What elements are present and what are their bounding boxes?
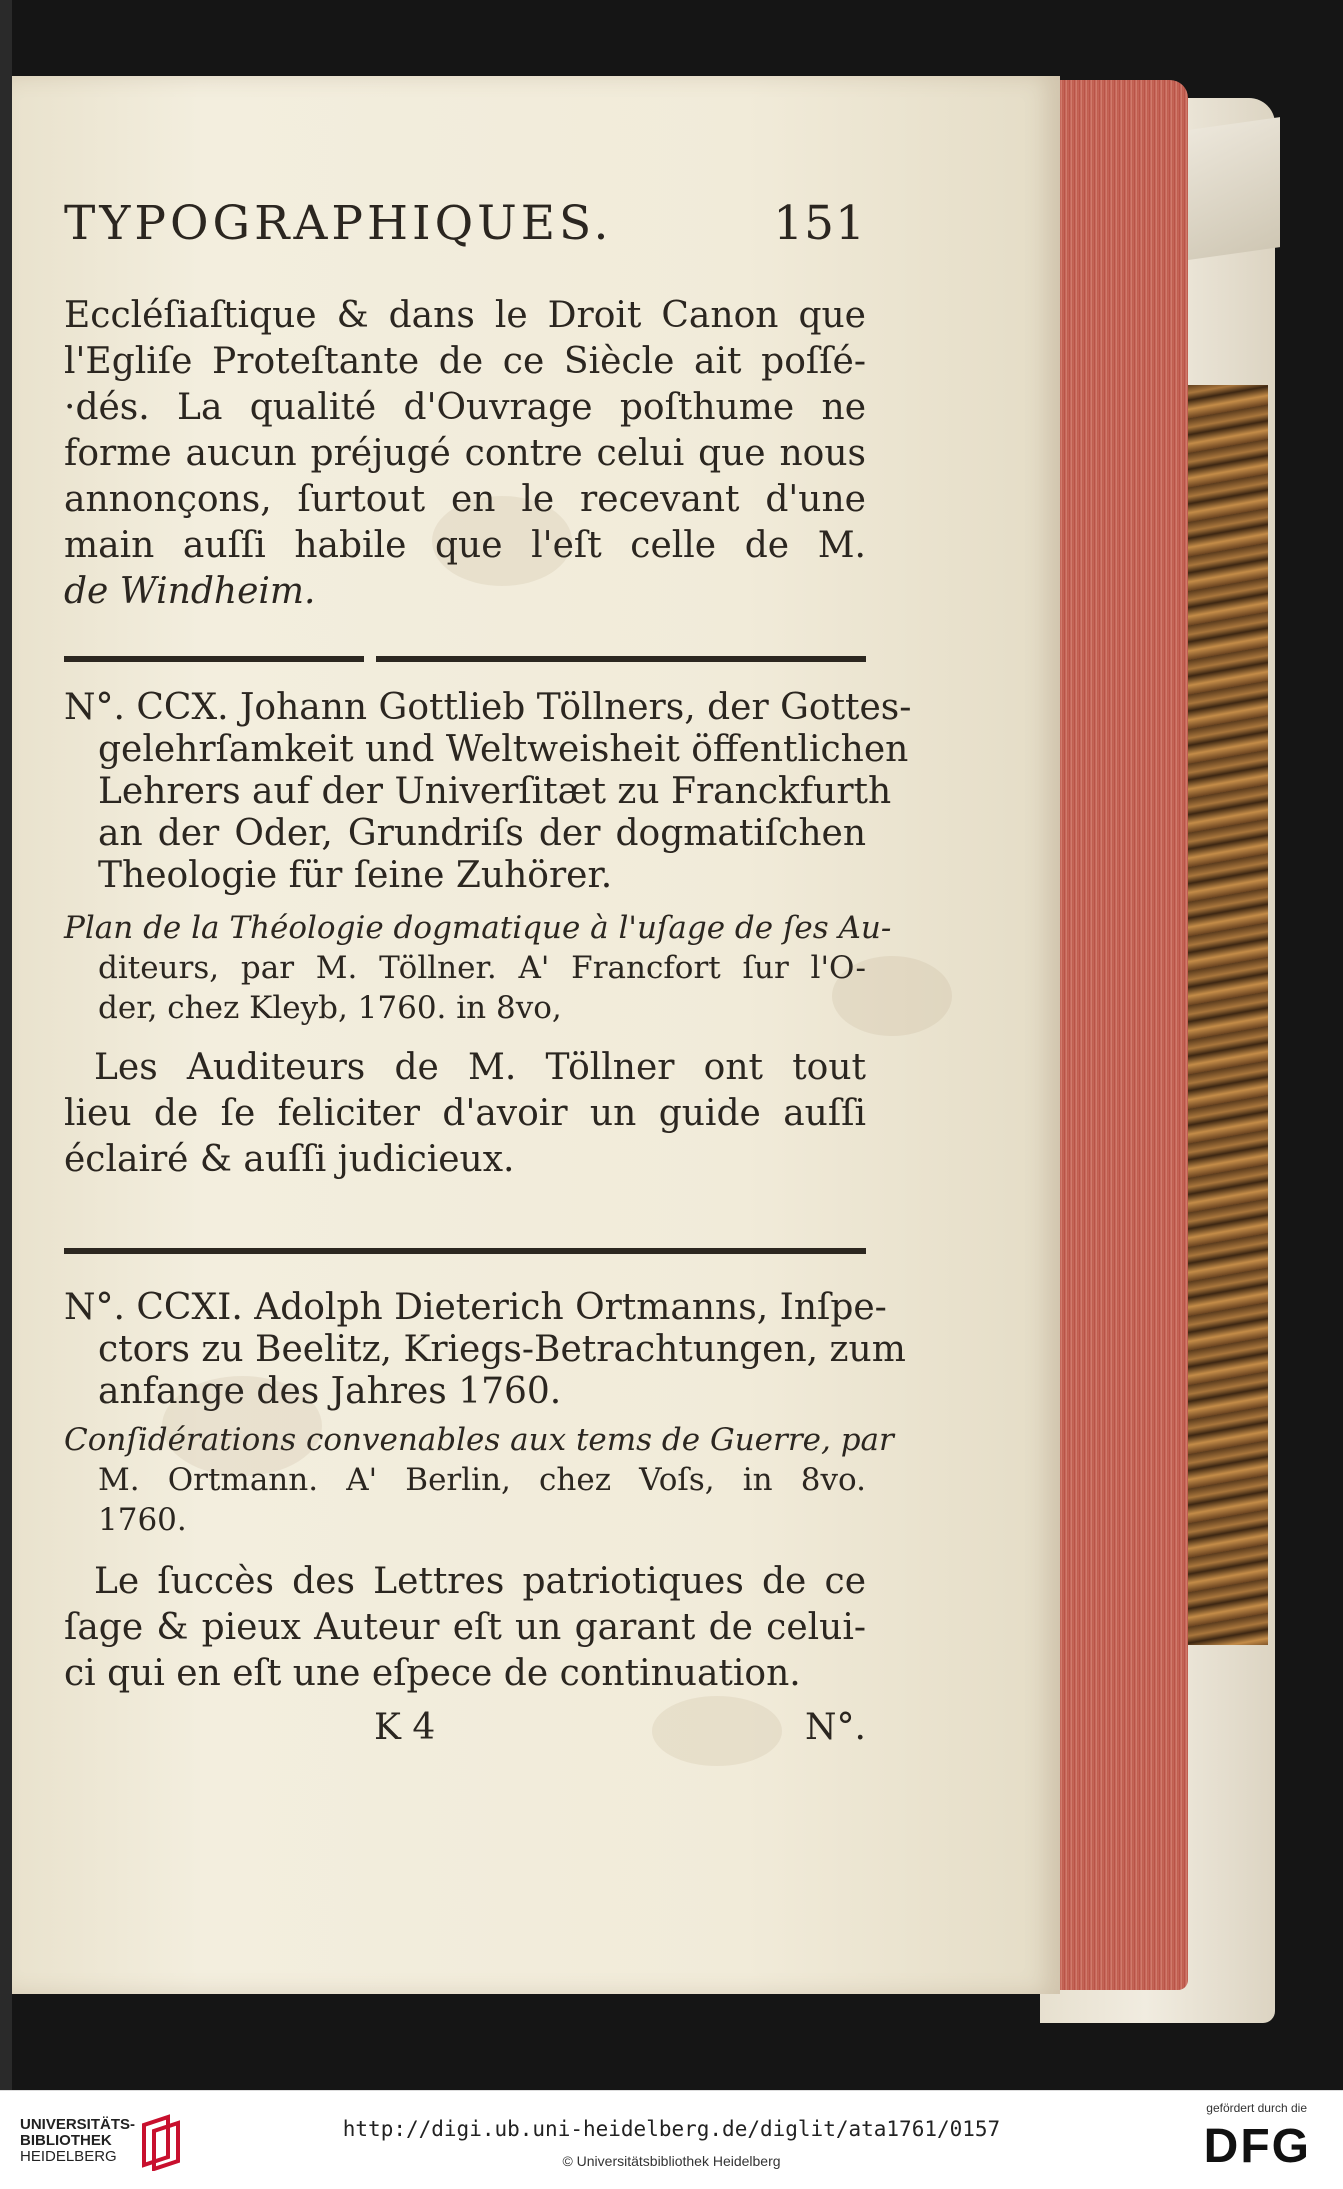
french-title-line: 1760.: [98, 1502, 187, 1538]
entry-heading-line: N°. CCX. Johann Gottlieb Töllners, der Gottes-: [64, 687, 912, 728]
french-title-line: der, chez Kleyb, 1760. in 8vo,: [98, 990, 562, 1026]
review-line: ſage & pieux Auteur eſt un garant de celui-: [64, 1607, 866, 1648]
section-divider: [64, 1248, 866, 1254]
french-title-line: diteurs, par M. Töllner. A' Francfort ſur l'O-: [98, 950, 866, 986]
red-page-edges: [1058, 80, 1188, 1990]
marbled-cover-edge: [1183, 385, 1268, 1645]
entry-heading-line: Theologie für ſeine Zuhörer.: [98, 855, 613, 896]
entry-heading-line: N°. CCXI. Adolph Dieterich Ortmanns, Inſpe-: [64, 1287, 887, 1328]
entry-heading-line: Lehrers auf der Univerſitæt zu Franckfurth: [98, 771, 892, 812]
page-number: 151: [773, 196, 866, 251]
text-line: Eccléſiaſtique & dans le Droit Canon que: [64, 295, 866, 336]
text-line: annonçons, ſurtout en le recevant d'une: [64, 479, 866, 520]
text-line: ·dés. La qualité d'Ouvrage poſthume ne: [64, 387, 866, 428]
viewer-footer: [0, 2090, 1343, 2189]
funding-label: gefördert durch die: [1206, 2101, 1307, 2115]
review-line: Le ſuccès des Lettres patriotiques de ce: [94, 1561, 866, 1602]
text-line: l'Egliſe Proteſtante de ce Siècle ait poſſé-: [64, 341, 866, 382]
catchword: N°.: [805, 1707, 866, 1748]
library-city: HEIDELBERG: [20, 2148, 117, 2165]
copyright-notice: © Universitätsbibliothek Heidelberg: [562, 2153, 781, 2169]
review-line: lieu de ſe feliciter d'avoir un guide auſſi: [64, 1093, 866, 1134]
library-name-line: UNIVERSITÄTS-: [20, 2116, 136, 2133]
page-body: [64, 295, 912, 1766]
running-head: [64, 196, 866, 251]
dfg-logo[interactable]: DFG: [1203, 2120, 1311, 2173]
french-title-line: Conſidérations convenables aux tems de Guerre, par: [64, 1422, 894, 1458]
french-title-line: Plan de la Théologie dogmatique à l'uſage de ſes Au-: [64, 910, 892, 946]
text-line: forme aucun préjugé contre celui que nous: [64, 433, 866, 474]
permalink-url[interactable]: http://digi.ub.uni-heidelberg.de/diglit/ata1761/0157: [342, 2117, 1001, 2141]
review-line: éclairé & auſſi judicieux.: [64, 1139, 515, 1180]
running-head-title: TYPOGRAPHIQUES.: [64, 196, 613, 251]
entry-heading-line: ctors zu Beelitz, Kriegs-Betrachtungen, zum: [98, 1329, 906, 1370]
signature-mark: K 4: [374, 1707, 436, 1748]
scan-left-border: [0, 0, 12, 2090]
library-name-line: BIBLIOTHEK: [20, 2132, 112, 2149]
entry-heading-line: an der Oder, Grundriſs der dogmatiſchen: [98, 813, 866, 854]
text-line: main auſſi habile que l'eſt celle de M.: [64, 525, 866, 566]
entry-heading-line: anfange des Jahres 1760.: [98, 1371, 562, 1412]
review-line: ci qui en eſt une eſpece de continuation.: [64, 1653, 801, 1694]
french-title-line: M. Ortmann. A' Berlin, chez Voſs, in 8vo.: [98, 1462, 866, 1498]
text-line: de Windheim.: [64, 571, 316, 612]
review-line: Les Auditeurs de M. Töllner ont tout: [94, 1047, 866, 1088]
entry-heading-line: gelehrſamkeit und Weltweisheit öffentlichen: [98, 729, 909, 770]
